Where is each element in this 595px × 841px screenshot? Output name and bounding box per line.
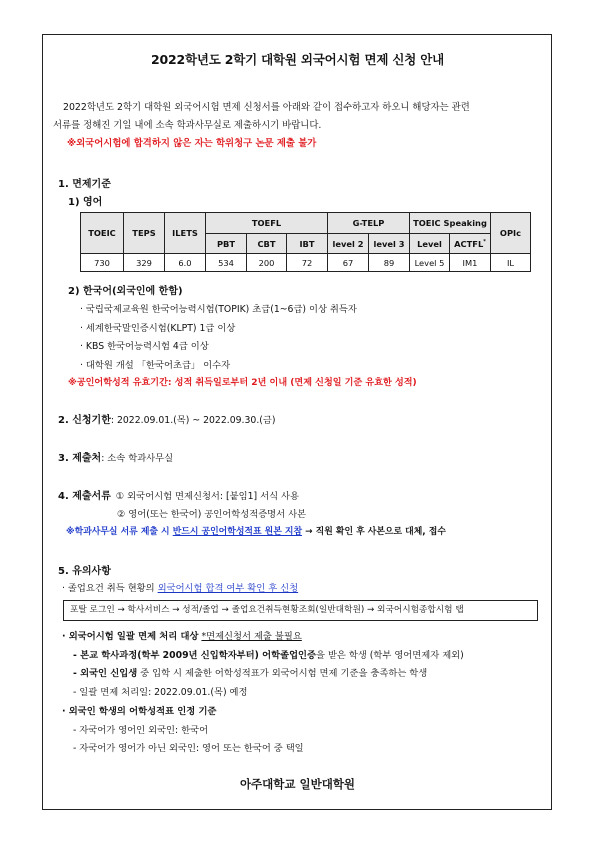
korean-item: · 대학원 개설 「한국어초급」 이수자 [80,360,231,371]
table-cell: 89 [369,254,410,272]
table-cell: 730 [81,254,124,272]
korean-item: · KBS 한국어능력시험 4급 이상 [80,341,209,352]
section5-heading: 5. 유의사항 [58,566,111,577]
korean-item: · 국립국제교육원 한국어능력시험(TOPIK) 초급(1~6급) 이상 취득자 [80,304,357,315]
documents-note: ※학과사무실 서류 제출 시 반드시 공인어학성적표 원본 지참 → 직원 확인 후 사본으로 대체, 접수 [66,527,446,537]
section1-english-heading: 1) 영어 [68,197,103,208]
submit-location-line [58,449,173,464]
korean-item: · 세계한국말인증시험(KLPT) 1급 이상 [80,323,236,334]
table-cell: IL [491,254,531,272]
bulk-exemption-title: · 외국어시험 일괄 면제 처리 대상 *면제신청서 제출 불필요 [62,631,302,642]
english-score-table [80,212,531,272]
foreign-item-2: - 자국어가 영어가 아닌 외국인: 영어 또는 한국어 중 택일 [73,743,304,754]
section3-heading: 3. 제출처 [58,453,102,464]
document-item-2: ② 영어(또는 한국어) 공인어학성적증명서 사본 [117,509,307,520]
intro-paragraph [53,99,533,153]
validity-note: ※공인어학성적 유효기간: 성적 취득일로부터 2년 이내 (면제 신청일 기준 유효한 성적) [68,378,417,388]
page-title: 2022학년도 2학기 대학원 외국어시험 면제 신청 안내 [150,52,445,67]
submit-location-value: : 소속 학과사무실 [101,453,174,464]
table-cell: 6.0 [165,254,206,272]
table-subheader: Level [410,234,450,254]
table-row [81,254,531,272]
table-cell: 72 [287,254,328,272]
intro-line-2: 서류를 정해진 기일 내에 소속 학과사무실로 제출하시기 바랍니다. [53,120,322,131]
table-subheader: PBT [206,234,247,254]
portal-path-box: 포탈 로그인 → 학사서비스 → 성적/졸업 → 졸업요건취득현황조회(일반대학원) → 외국어시험종합시험 탭 [63,600,538,621]
table-cell: 329 [124,254,165,272]
footer-institution: 아주대학교 일반대학원 [239,777,356,791]
bulk-item-2: - 외국인 신입생 중 입학 시 제출한 어학성적표가 외국어시험 면제 기준을 충족하는 학생 [73,668,428,679]
table-header: ILETS [165,213,206,254]
document-item-1: ① 외국어시험 면제신청서: [붙임1] 서식 사용 [115,491,299,502]
section1-heading: 1. 면제기준 [58,179,111,190]
section2-heading: 2. 신청기한 [58,415,111,426]
table-subheader: ACTFL* [450,234,491,254]
bulk-item-3: - 일괄 면제 처리일: 2022.09.01.(목) 예정 [73,687,248,698]
check-requirement-link: 외국어시험 합격 여부 확인 후 신청 [157,583,299,594]
intro-warning: ※외국어시험에 합격하지 않은 자는 학위청구 논문 제출 불가 [67,138,317,149]
table-cell: 534 [206,254,247,272]
foreign-item-1: - 자국어가 영어인 외국인: 한국어 [73,725,209,736]
intro-line-1: 2022학년도 2학기 대학원 외국어시험 면제 신청서를 아래와 같이 접수하고자 하오니 해당자는 관련 [63,102,470,113]
table-header: TOEFL [206,213,328,234]
table-header: TOEIC Speaking [410,213,491,234]
section1-korean-heading: 2) 한국어(외국인에 한함) [68,286,183,297]
deadline-value: : 2022.09.01.(목) ~ 2022.09.30.(금) [110,415,276,426]
foreign-student-title: · 외국인 학생의 어학성적표 인정 기준 [62,706,217,717]
table-cell: 67 [328,254,369,272]
table-header: G-TELP [328,213,410,234]
check-before-apply: · 졸업요건 취득 현황의 외국어시험 합격 여부 확인 후 신청 [62,583,299,594]
deadline-line [58,411,276,426]
original-required-link: 반드시 공인어학성적표 원본 지참 [172,527,303,537]
documents-line [58,487,299,502]
table-subheader: IBT [287,234,328,254]
table-header: TOEIC [81,213,124,254]
table-subheader: level 3 [369,234,410,254]
bulk-exemption-note: *면제신청서 제출 불필요 [201,631,302,642]
bulk-item-1: - 본교 학사과정(학부 2009년 신입학자부터) 어학졸업인증을 받은 학생 (학부 영어면제자 제외) [73,650,464,661]
table-subheader: level 2 [328,234,369,254]
table-cell: IM1 [450,254,491,272]
table-cell: 200 [247,254,287,272]
section4-heading: 4. 제출서류 [58,491,111,502]
table-subheader: CBT [247,234,287,254]
table-cell: Level 5 [410,254,450,272]
table-header: OPIc [491,213,531,254]
table-header: TEPS [124,213,165,254]
